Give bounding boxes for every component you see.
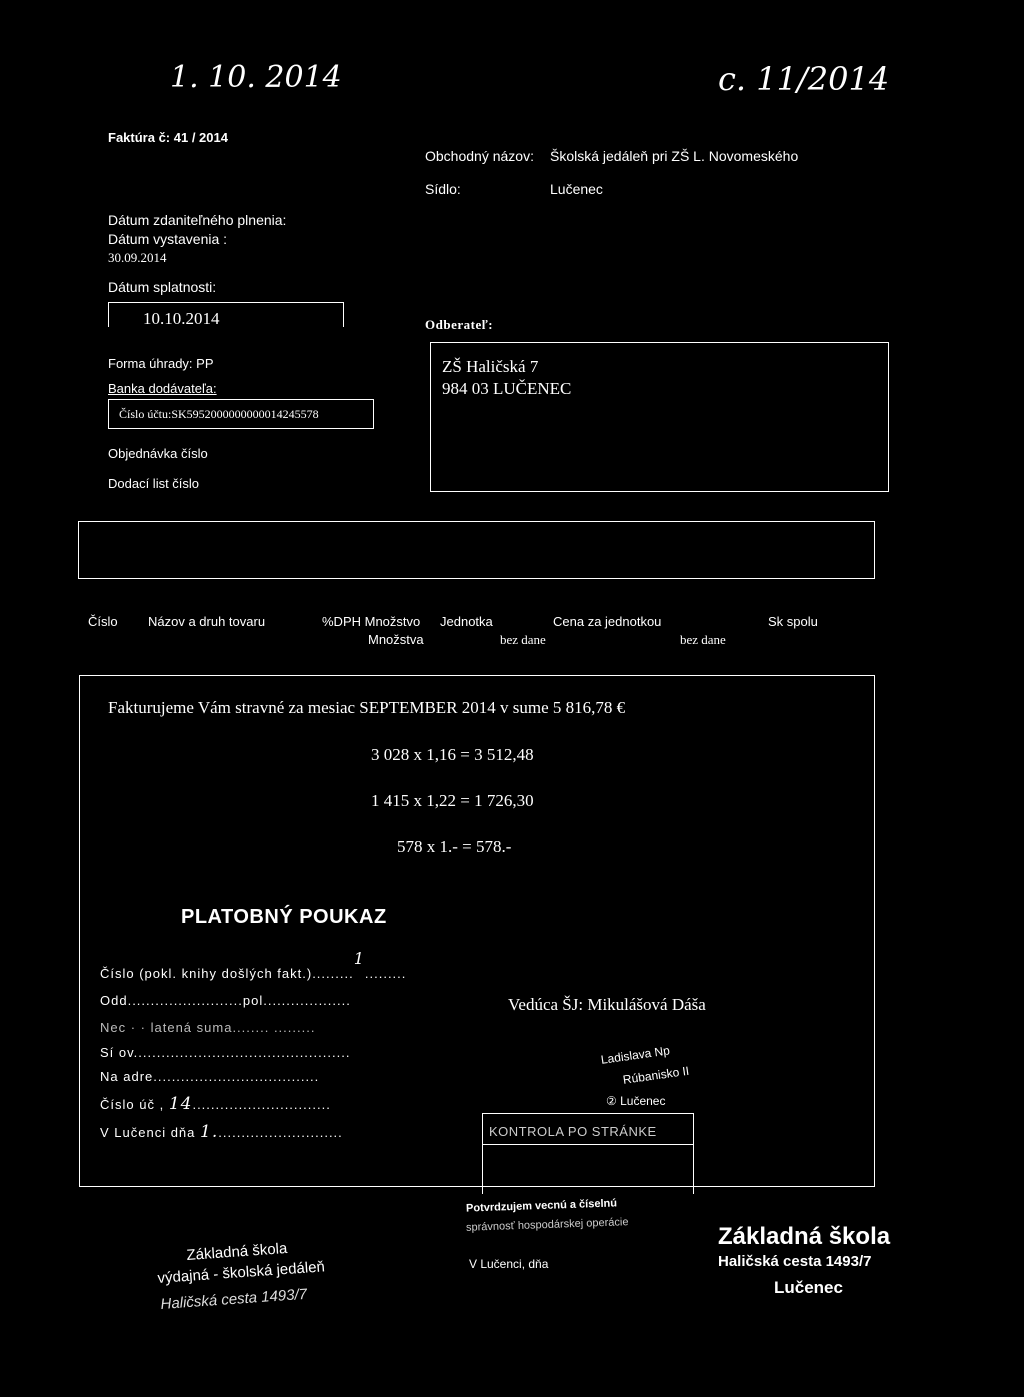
delivery-label: Dodací list číslo — [108, 476, 200, 491]
handwritten-number: c. 11/2014 — [718, 60, 890, 98]
account-box — [108, 399, 374, 429]
seat-value: Lučenec — [550, 181, 603, 197]
sub-nodph2: bez dane — [680, 632, 726, 647]
head-label: Vedúca ŠJ: Mikulášová Dáša — [508, 995, 706, 1014]
calc-line-1: 3 028 x 1,16 = 3 512,48 — [371, 745, 534, 764]
tax-date-label: Dátum zdaniteľného plnenia: — [108, 212, 287, 228]
customer-box — [430, 342, 889, 492]
canteen-stamp-line-1: Základná škola — [186, 1239, 288, 1264]
canteen-stamp-line-3: Haličská cesta 1493/7 — [160, 1285, 308, 1313]
confirm-line-3: V Lučenci, dňa — [469, 1257, 549, 1271]
due-date-label: Dátum splatnosti: — [108, 279, 217, 295]
school-stamp-line-3: Lučenec — [774, 1278, 843, 1297]
seat-label: Sídlo: — [425, 181, 461, 197]
poukaz-line-7: V Lučenci dňa 1............................ — [100, 1122, 343, 1142]
col-price: Cena za jednotkou — [553, 614, 662, 629]
trade-name-value: Školská jedáleň pri ZŠ L. Novomeského — [550, 148, 799, 164]
control-stamp — [482, 1113, 694, 1194]
poukaz-line-2: Odd.........................pol................... — [100, 993, 351, 1008]
order-label: Objednávka číslo — [108, 446, 208, 461]
note-box — [78, 521, 875, 579]
customer-label: Odberateľ: — [425, 317, 494, 332]
main-line: Fakturujeme Vám stravné za mesiac SEPTEMBER 2014 v sume 5 816,78 € — [108, 698, 626, 717]
control-divider — [483, 1144, 693, 1145]
calc-line-3: 578 x 1.- = 578.- — [397, 837, 512, 856]
issue-date-value: 30.09.2014 — [108, 250, 167, 265]
col-name: Názov a druh tovaru — [148, 614, 266, 629]
issue-date-label: Dátum vystavenia : — [108, 231, 228, 247]
school-stamp-line-2: Haličská cesta 1493/7 — [718, 1253, 872, 1270]
poukaz-line-3: Nec · · latená suma........ ......... — [100, 1020, 316, 1035]
poukaz-line-4: Sí ov............................................... — [100, 1045, 351, 1060]
customer-line1: ZŠ Haličská 7 — [442, 357, 539, 376]
stamp-city: ② Lučenec — [606, 1094, 666, 1108]
poukaz-line-5: Na adre.................................... — [100, 1069, 320, 1084]
confirm-line-2: správnosť hospodárskej operácie — [465, 1216, 629, 1234]
control-label: KONTROLA PO STRÁNKE — [489, 1124, 657, 1139]
col-total: Sk spolu — [768, 614, 818, 629]
sub-nodph1: bez dane — [500, 632, 546, 647]
handwritten-date: 1. 10. 2014 — [170, 60, 342, 95]
trade-name-label: Obchodný názov: — [425, 148, 534, 164]
due-date-value: 10.10.2014 — [143, 309, 220, 328]
payment-form: Forma úhrady: PP — [108, 356, 214, 371]
customer-line2: 984 03 LUČENEC — [442, 379, 572, 398]
confirm-line-1: Potvrdzujem vecnú a číselnú — [465, 1197, 618, 1215]
poukaz-title: PLATOBNÝ POUKAZ — [181, 906, 387, 928]
stamp-name-1: Ladislava Np — [600, 1043, 671, 1067]
bank-label: Banka dodávateľa: — [108, 381, 217, 396]
col-unit: Jednotka — [440, 614, 493, 629]
account-number: Číslo účtu:SK5952000000000014245578 — [119, 407, 319, 421]
sub-qty: Množstva — [368, 632, 424, 647]
invoice-number: Faktúra č: 41 / 2014 — [108, 130, 228, 145]
col-number: Číslo — [88, 614, 118, 629]
poukaz-line-1: Číslo (pokl. knihy došlých fakt.).........1......... — [100, 949, 407, 981]
canteen-stamp-line-2: výdajná - školská jedáleň — [157, 1258, 326, 1287]
due-date-box — [108, 302, 344, 327]
stamp-name-2: Rúbanisko II — [622, 1063, 691, 1087]
calc-line-2: 1 415 x 1,22 = 1 726,30 — [371, 791, 534, 810]
col-vat-qty: %DPH Množstvo — [322, 614, 421, 629]
school-stamp-line-1: Základná škola — [718, 1223, 891, 1250]
poukaz-line-6: Číslo úč , 14.............................. — [100, 1094, 331, 1114]
